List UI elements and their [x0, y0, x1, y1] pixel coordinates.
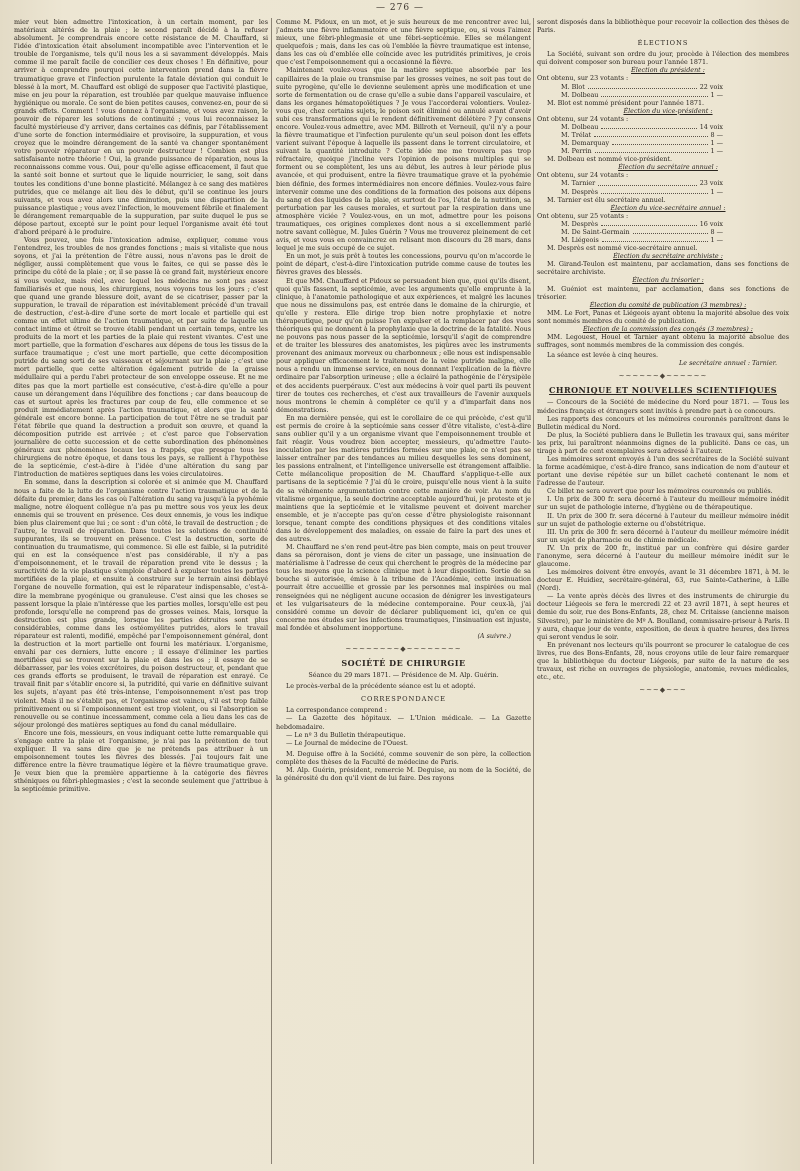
president-result: M. Blot est nommé président pour l'année 1871.	[547, 98, 705, 107]
article-paragraph: En ma dernière pensée, qui est le corollaire de ce qui précède, c'est qu'il est permis de croire à la septicémie sans cesser d'être vitaliste, c'est-à-dire sans oublier qu'il y a un organisme vivant que l'empoisonnement trouble et fait réagir. Vous voudrez bien accepter, messieurs, qu'admettre l'auto-inoculation par les matières putrides formées sur une plaie, ce n'est pas se laisser entraîner par des tendances au milieu desquelles les sens dominent, les passions entraînent, et l'intelligence universelle est étrangement affaiblie. Cette mélancolique proposition de M. Chauffard s'applique-t-elle aux partisans de la septicémie ? J'ai dû le croire, puisqu'elle nous vient à la suite de sa véhémente argumentation contre cette manière de voir. Au nom du vitalisme organique, la seule doctrine acceptable aujourd'hui, je proteste et je maintiens que la septicémie et le vitalisme peuvent et doivent marcher ensemble, et je n'accepte pas qu'on cesse d'être physiologiste raisonnant lorsque, tenant compte des conditions physiques et des conditions vitales dans le développement des maladies, on essaie de faire la part des unes et des autres.	[276, 413, 531, 543]
section-title-societe: SOCIÉTÉ DE CHIRURGIE	[341, 658, 466, 669]
chronique-paragraph: III. Un prix de 300 fr. sera décerné à l'auteur du meilleur mémoire inédit sur un sujet de pharmacie ou de chimie médicale.	[537, 527, 789, 544]
correspondance-item: — La Gazette des hôpitaux. — L'Union médicale. — La Gazette hebdomadaire.	[276, 714, 531, 731]
article-paragraph: Comme M. Pidoux, en un mot, et je suis heureux de me rencontrer avec lui, j'admets une fièvre inflammatoire et une fièvre septique, ou, si vous l'aimez mieux, une fébri-phlegmasie et une fébri-septicémie. Elles se mélangent quelquefois ; mais, dans les cas où l'emblée la fièvre traumatique est intense, dans les cas où d'emblée elle coïncide avec les putridités primitives, je crois que c'est l'empoisonnement qui a occasionné la fièvre.	[276, 18, 531, 67]
vote-line: M. Desprès 16 voix	[561, 219, 723, 228]
vice-president-heading: Élection du vice-président :	[623, 106, 713, 115]
vice-secretaire-result: M. Desprès est nommé vice-secrétaire annuel.	[547, 244, 698, 253]
vote-line: M. Desprès 1 —	[561, 187, 723, 196]
chronique-paragraph: I. Un prix de 300 fr. sera décerné à l'auteur du meilleur mémoire inédit sur un sujet de pathologie interne, d'hygiène ou de thérapeutique.	[537, 495, 789, 512]
secretaire-intro: Ont obtenu, sur 24 votants :	[537, 171, 629, 180]
secretary-signature: Le secrétaire annuel : Tarnier.	[679, 359, 777, 368]
vice-president-intro: Ont obtenu, sur 24 votants :	[537, 114, 629, 123]
vote-line: M. Trélat 8 —	[561, 131, 723, 140]
vote-line: M. Liégeois 1 —	[561, 236, 723, 245]
chronique-paragraph: IV. Un prix de 200 fr., institué par un confrère qui désire garder l'anonyme, sera décerné à l'auteur du meilleur mémoire inédit sur le glaucome.	[537, 543, 789, 568]
ornament-divider: ~~~~~~◆~~~~~~	[618, 372, 708, 381]
tresorier-heading: Élection du trésorier :	[632, 276, 704, 285]
guerin-paragraph: M. Alp. Guérin, président, remercie M. Deguise, au nom de la Société, de la générosité du don qu'il vient de lui faire. Des rayons	[276, 765, 531, 783]
conges-text: MM. Legouest, Houel et Tarnier ayant obtenu la majorité absolue des suffrages, sont nommés membres de la commission des congés.	[537, 332, 789, 350]
conges-heading: Élection de la commission des congés (3 membres) :	[583, 324, 753, 333]
seance-line: Séance du 29 mars 1871. — Présidence de M. Alp. Guérin.	[308, 671, 499, 680]
chronique-paragraph: — La vente après décès des livres et des instruments de chirurgie du docteur Liégeois se fera le mercredi 22 et 23 avril 1871, à sept heures et demie du soir, rue des Bons-Enfants, 28, chez M. Critaisse (ancienne maison Silvestre), par le ministère de Mº A. Boulland, commissaire-priseur à Paris. Il y aura, chaque jour de vente, exposition, de deux à quatre heures, des livres qui seront vendus le soir.	[537, 592, 789, 641]
deguise-paragraph: M. Deguise offre à la Société, comme souvenir de son père, la collection complète des thèses de la Faculté de médecine de Paris.	[276, 749, 531, 766]
vote-line: M. Perrin 1 —	[561, 147, 723, 156]
president-heading: Élection du président :	[631, 66, 705, 75]
article-paragraph: En somme, dans la description si colorée et si animée que M. Chauffard nous a faite de la lutte de l'organisme contre l'action traumatique et de la défaite du premier, dans les cas où l'altération du sang va jusqu'à la pyohémie maligne, notre éloquent collègue n'a pas pu mettre sous vos yeux les deux ennemis qui se trouvent en présence. Ces deux ennemis, je vous les indique bien plus clairement que lui ; ce sont : d'un côté, le travail de destruction ; de l'autre, le travail de réparation. Dans toutes les solutions de continuité suppurantes, ils se trouvent en présence. C'est la destruction, sorte de continuation du traumatisme, qui commence. Si elle est faible, si la putridité qui en est la conséquence n'est pas considérable, il n'y a pas d'empoisonnement, et le travail de réparation prend vite le dessus ; la suractivité de la vie plastique s'emploie d'abord à expulser toutes les parties mortifiées de la plaie, et ensuite à construire sur le terrain ainsi déblayé l'organe de nouvelle formation, qui est le réparateur indispensable, c'est-à-dire la membrane pyogénique ou granuleuse. C'est ainsi que les choses se passent lorsque la plaie n'intéresse que les parties molles, lorsqu'elle est peu profonde, lorsqu'elle ne comprend pas de grosses veines. Mais, lorsque la destruction est plus grande, lorsque les parties détruites sont plus considérables, comme dans les ostéomyélites putrides, alors le travail réparateur est ralenti, modifié, empêché par l'empoisonnement général, dont la destruction et la mort partielle ont fourni les matériaux. L'organisme, envahi par ces derniers, lutte encore ; il essaye d'éliminer les parties mortifiées qui se trouvent sur la plaie et dans les os ; il essaye de se débarrasser, par les voies excrétoires, du poison destructeur, et, pendant que ces grands efforts se produisent, le travail de réparation est enrayé. Ce travail finit par s'établir encore si, la putridité, qui varie en définitive suivant les sujets, n'ayant pas été très-intense, l'empoisonnement n'est pas trop violent. Mais il ne s'établit pas, et l'organisme est vaincu, s'il est trop faible primitivement ou si l'empoisonnement est trop violent, ou si l'absorption se renouvelle ou se continue incessamment, comme cela a lieu dans les cas de séjour prolongé des matières septiques au fond du canal médullaire.	[14, 478, 268, 729]
correspondance-item: — Le nº 3 du Bulletin thérapeutique.	[286, 730, 406, 739]
article-paragraph: Maintenant voulez-vous que la matière septique absorbée par les capillaires de la plaie ou transmise par les grosses veines, ne soit pas tout de suite pyrogène, qu'elle le devienne seulement après une modification et une sorte de fermentation ou de crase qu'elle a subie dans l'appareil vasculaire, et dans les organes hématopoïétiques ? Je vous l'accorderai volontiers. Voulez-vous que, chez certains sujets, le poison soit éliminé ou annulé avant d'avoir subi ces transformations qui le rendent définitivement délétère ? J'y consens encore. Voulez-vous admettre, avec MM. Billroth et Verneuil, qu'il n'y a pour la fièvre traumatique et l'infection purulente qu'un seul poison dont les effets varient suivant l'époque à laquelle ils passent dans le torrent circulatoire, et suivant la quantité introduite ? Cette idée me me trouvera pas trop réfractaire, quoique j'incline vers l'opinion de poisons multiples qui se forment ou se complètent, les uns au début, les autres à leur période plus avancée, et qui produisent, entre la fièvre traumatique grave et la pyohémie bien définie, des formes intermédiaires non encore définies. Voulez-vous faire intervenir comme une des conditions de la formation des poisons aux dépens du sang et des liquides de la plaie, et surtout de l'os, l'état de la nutrition, sa perturbation par les causes morales, et surtout par la respiration dans une atmosphère viciée ? Voulez-vous, en un mot, admettre pour les poisons traumatiques, ces origines complexes dont nous a si excellemment parlé notre savant collègue, M. Jules Guérin ? Vous me trouverez pleinement de cet avis, et vous vous en convaincrez en relisant mon discours du 28 mars, dans lequel je me suis occupé de ce sujet.	[276, 66, 531, 253]
chronique-paragraph: II. Un prix de 300 fr. sera décerné à l'auteur du meilleur mémoire inédit sur un sujet de pathologie externe ou d'obstétrique.	[537, 511, 789, 528]
chronique-paragraph: Les mémoires doivent être envoyés, avant le 31 décembre 1871, à M. le docteur E. Huidiez, secrétaire-général, 63, rue Sainte-Catherine, à Lille (Nord).	[537, 568, 789, 593]
vice-secretaire-heading: Élection du vice-secrétaire annuel :	[610, 203, 726, 212]
vote-line: M. Tarnier 23 voix	[561, 179, 723, 188]
levee-line: La séance est levée à cinq heures.	[547, 351, 659, 360]
page-number: — 276 —	[376, 3, 424, 13]
correspondance-intro: La correspondance comprend :	[286, 706, 387, 715]
secretaire-result: M. Tarnier est élu secrétaire annuel.	[547, 195, 666, 204]
chronique-paragraph: — Concours de la Société de médecine du Nord pour 1871. — Tous les médecins français et étrangers sont invités à prendre part à ce concours.	[537, 398, 789, 415]
middle-column	[276, 18, 531, 1164]
vote-line: M. Demarquay 1 —	[561, 139, 723, 148]
right-column	[537, 18, 789, 1164]
vice-secretaire-intro: Ont obtenu, sur 25 votants :	[537, 211, 629, 220]
intro-paragraph: seront disposés dans la bibliothèque pour recevoir la collection des thèses de Paris.	[537, 18, 789, 35]
vote-line: M. Blot 22 voix	[561, 82, 723, 91]
article-paragraph: Encore une fois, messieurs, en vous indiquant cette lutte remarquable qui s'engage entre la plaie et l'organisme, je n'ai pas la prétention de tout expliquer. Il va sans dire que je ne prétends pas attribuer à un empoisonnement toutes les fièvres des blessés. J'ai toujours fait une différence entre la fièvre traumatique légère et la fièvre traumatique grave. Je veux bien que la première appartienne à la catégorie des fièvres sthéniques ou fébri-phlegmasies ; c'est la seconde seulement que j'attribue à la septicémie primitive.	[14, 728, 268, 794]
article-paragraph: En un mot, je suis prêt à toutes les concessions, pourvu qu'on m'accorde le point de départ, c'est-à-dire l'intoxication putride comme cause de toutes les fièvres graves des blessés.	[276, 252, 531, 277]
column-divider	[533, 18, 534, 1164]
article-paragraph: Et que MM. Chauffard et Pidoux se persuadent bien que, quoi qu'ils disent, quoi qu'ils fassent, la septicémie, avec les arguments qu'elle emprunte à la clinique, à l'anatomie pathologique et aux expériences, et malgré les lacunes que nous ne dissimulons pas, est entrée dans le domaine de la chirurgie, et qu'elle y restera. Elle dirige trop bien notre prophylaxie et notre thérapeutique, pour qu'on puisse l'en expulser et la remplacer par des vues théoriques qui ne donnent à la prophylaxie que la doctrine de la fatalité. Nous ne pouvons pas nous passer de la septicémie, lorsqu'il s'agit de comprendre et de traiter les blessures des anatomistes, les piqûres avec les instruments provenant des animaux morveux ou charbonneux ; elle nous est indispensable pour appliquer efficacement le traitement de la veine putride maligne, elle nous a rendu un immense service, en nous donnant l'explication de la fièvre ordinaire par l'absorption urineuse ; elle a éclairé la pathogénie de l'érysipèle et des accidents puerpéraux. C'est aux médecins à voir quel parti ils peuvent tirer de toutes ces recherches, et c'est aux travailleurs de l'avenir auxquels nous montrons le chemin à compléter ce qu'il y a d'imparfait dans nos démonstrations.	[276, 276, 531, 414]
chronique-title: CHRONIQUE ET NOUVELLES SCIENTIFIQUES	[549, 385, 777, 396]
publication-heading: Élection du comité de publication (3 membres) :	[589, 300, 747, 309]
to-be-continued: (A suivre.)	[477, 631, 511, 640]
secretaire-heading: Élection du secrétaire annuel :	[618, 163, 718, 172]
correspondance-title: CORRESPONDANCE	[361, 695, 446, 704]
chronique-paragraph: Les rapports des concours et les mémoires couronnés paraîtront dans le Bulletin médical du Nord.	[537, 414, 789, 431]
article-paragraph: mier veut bien admettre l'intoxication, à un certain moment, par les matériaux altérés de la plaie ; le second paraît décidé à la refuser absolument. Je comprendrais encore cette résistance de M. Chauffard, si l'idée d'intoxication était absolument incompatible avec l'intervention et le trouble de l'organisme, tels qu'il nous les a si savamment développés. Mais comme il me paraît facile de concilier ces deux choses ! En définitive, pour arriver à comprendre pourquoi cette intervention prend dans la fièvre traumatique grave et l'infection purulente la fatale déviation qui conduit le blessé à la mort, M. Chauffard est obligé de supposer que l'activité plastique, mise en jeu pour la réparation, est troublée par quelque mauvaise influence hygiénique ou morale. Ce sont de bien petites causes, convenez-en, pour de si grands effets. Comment ! vous donnez à l'organisme, et vous avez raison, le pouvoir de réparer les solutions de continuité ; vous lui reconnaissez la faculté mystérieuse d'y arriver, dans certaines cas définis, par l'établissement d'une sorte de fonction intermédiaire et provisoire, la suppuration, et vous croyez que le moindre dérangement de la santé va changer spontanément votre pouvoir réparateur en un pouvoir destructeur ! Combien est plus satisfaisante notre théorie ! Oui, la grande puissance de réparation, nous la reconnaissons comme vous. Oui, pour qu'elle agisse efficacement, il faut que la santé soit bonne et surtout que le liquide nourricier, le sang, soit dans toutes les conditions d'une bonne plasticité. Mélangez à ce sang des matières putrides, que ce mélange ait lieu dès le début, qu'il se continue les jours suivants, et vous avez alors une diminution, puis une disparition de la puissance plastique ; vous avez l'infection, le mouvement fébrile et finalement le dérangement remarquable de la suppuration, par suite duquel le pus se dépose partout, excepté sur le point pour lequel l'organisme avait été tout d'abord préparé à le produire.	[14, 18, 268, 237]
elections-title: ÉLECTIONS	[637, 39, 689, 48]
correspondance-item: — Le Journal de médecine de l'Ouest.	[286, 738, 408, 747]
ornament-divider: ~~~◆~~~	[639, 686, 687, 695]
tresorier-text: M. Guéniot est maintenu, par acclamation, dans ses fonctions de trésorier.	[537, 284, 789, 301]
article-paragraph: Vous pouvez, une fois l'intoxication admise, expliquer, comme vous l'entendrez, les troubles de nos grandes fonctions ; mais si vitaliste que nous soyons, et j'ai la prétention de l'être aussi, nous n'avons pas le droit de négliger, aussi complètement que vous le faites, ce qui se passe dès le principe du côté de la plaie ; or, il se passe là ce grand fait, mystérieux encore si vous voulez, mais réel, avec lequel les médecins ne sont pas assez familiarisés et que nous, les chirurgiens, nous voyons tous les jours ; c'est que quand une grande blessure doit, avant de se cicatriser, passer par la suppuration, le travail de réparation est inévitablement précédé d'un travail de destruction, c'est-à-dire d'une sorte de mort locale et partielle qui est comme un effet ultime de l'action traumatique, et par suite de laquelle un contact intime et étroit se trouve établi pendant un certain temps, entre les produits de la mort et les parties de la plaie qui restent vivantes. C'est une mort partielle, que la formation d'eschares aux dépens de tous les tissus de la surface traumatique ; c'est une mort partielle, que cette décomposition putride du sang sorti de ses vaisseaux et séjournant sur la plaie ; c'est une mort partielle, que cette altération également putride de la graisse médullaire qui a perdu l'abri protecteur de son enveloppe osseuse. Et ne me dites pas que la mort partielle est consécutive, c'est-à-dire qu'elle a pour cause un dérangement dans l'équilibre des fonctions ; car dans beaucoup de cas et surtout après les fractures par coup de feu, elle commence et se produit immédiatement après l'action traumatique, et alors que la santé générale est encore bonne. La participation de tout l'être ne se traduit par l'état fébrile que quand la destruction a produit son œuvre, et quand la décomposition putride est arrivée ; et c'est parce que l'observation journalière de cette succession et de cette subordination des phénomènes généraux aux phénomènes locaux les a frappés, que presque tous les chirurgiens de notre époque, et dans tous les pays, se rallient à l'hypothèse de la septicémie, c'est-à-dire à l'idée d'une altération du sang par l'introduction de matières septiques dans les voies circulatoires.	[14, 236, 268, 479]
ornament-divider: ~~~~~~~~◆~~~~~~~~	[345, 645, 462, 654]
chronique-paragraph: En prévenant nos lecteurs qu'ils pourront se procurer le catalogue de ces livres, rue des Bons-Enfants, 28, nous croyons utile de leur faire remarquer que la bibliothèque du docteur Liégeois, par suite de la nature de ses travaux, est riche en ouvrages de physiologie, anatomie, revues médicales, etc., etc.	[537, 640, 789, 682]
publication-text: MM. Le Fort, Panas et Liégeois ayant obtenu la majorité absolue des voix sont nommés membres du comité de publication.	[537, 308, 789, 325]
archiviste-heading: Élection du secrétaire archiviste :	[613, 252, 723, 261]
article-paragraph: M. Chauffard ne s'en rend peut-être pas bien compte, mais on peut trouver dans sa péroraison, dont je viens de citer un passage, une insinuation de matérialisme à l'adresse de ceux qui cherchent le progrès de la médecine par tous les moyens que la science clinique met à leur disposition. Sortie de sa bouche si autorisée, émise à la tribune de l'Académie, cette insinuation pourrait être accueillie et grossie par les personnes mal inspirées ou mal renseignées qui ne négligent aucune occasion de dénigrer les investigateurs et les vulgarisateurs de la médecine contemporaine. Pour ceux-là, j'ai considéré comme un devoir de déclarer publiquement ici, qu'en ce qui concerne nos études sur les infections traumatiques, l'insinuation est injuste, mal fondée et absolument inopportune.	[276, 543, 531, 632]
chronique-paragraph: De plus, la Société publiera dans le Bulletin les travaux qui, sans mériter les prix, lui paraîtront néanmoins dignes de la publicité. Dans ce cas, un tirage à part de cent exemplaires sera adressé à l'auteur.	[537, 430, 789, 455]
chronique-paragraph: Les mémoires seront envoyés à l'un des secrétaires de la Société suivant la forme académique, c'est-à-dire franco, sans indication de nom d'auteur et portant une devise répétée sur un billet cacheté contenant le nom et l'adresse de l'auteur.	[537, 454, 789, 488]
vice-president-result: M. Dolbeau est nommé vice-président.	[547, 155, 673, 164]
chronique-paragraph: Ce billet ne sera ouvert que pour les mémoires couronnés ou publiés.	[547, 487, 773, 496]
president-intro: Ont obtenu, sur 23 votants :	[537, 74, 629, 83]
vote-line: M. Dolbeau 14 voix	[561, 122, 723, 131]
column-divider	[271, 18, 272, 1164]
proces-verbal: Le procès-verbal de la précédente séance est lu et adopté.	[286, 682, 476, 691]
vote-line: M. De Saint-Germain 8 —	[561, 227, 723, 236]
archiviste-text: M. Girand-Teulon est maintenu, par acclamation, dans ses fonctions de secrétaire archiviste.	[537, 260, 789, 277]
vote-line: M. Dolbeau 1 —	[561, 90, 723, 99]
elections-intro: La Société, suivant son ordre du jour, procède à l'élection des membres qui doivent composer son bureau pour l'année 1871.	[537, 50, 789, 67]
left-column	[14, 18, 268, 1164]
